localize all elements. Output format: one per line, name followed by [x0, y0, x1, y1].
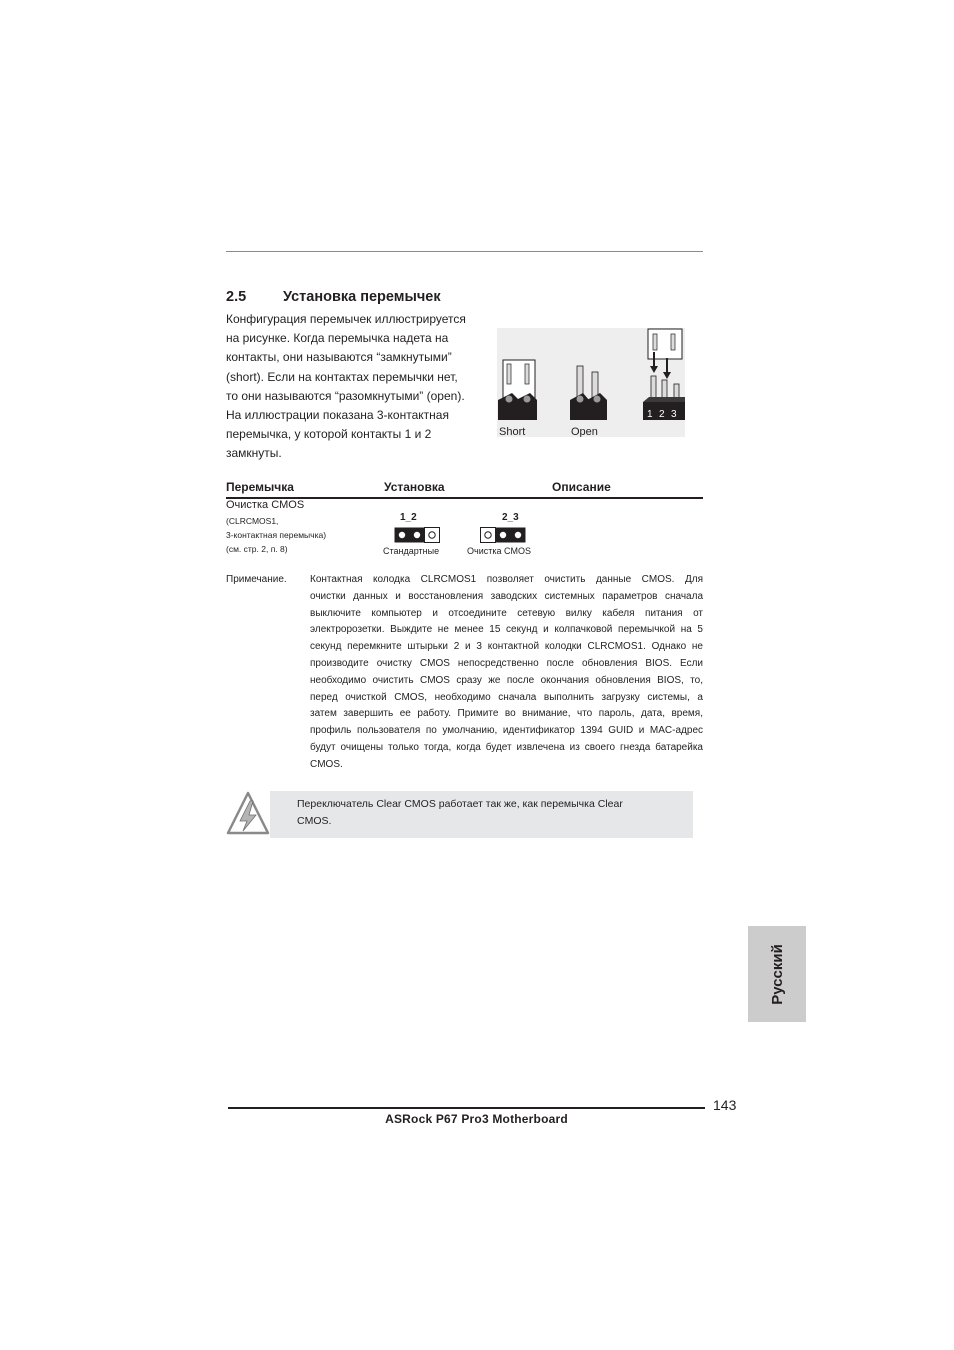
intro-line: перемычка, у которой контакты 1 и 2 [226, 427, 432, 442]
intro-paragraph [226, 310, 488, 464]
intro-line: то они называются “разомкнутыми” (open). [226, 388, 465, 403]
callout-line: CMOS. [297, 815, 332, 827]
default-pins-label: 1_2 [400, 512, 417, 523]
table-header-description: Описание [552, 480, 611, 494]
note-line: необходимо очистить CMOS сразу же после окончания обновления BIOS, то, [310, 674, 703, 686]
jumper-illustration [497, 328, 685, 437]
note-line: CMOS. [310, 758, 343, 770]
language-tab-label: Русский [768, 943, 786, 1005]
jumper-name: Очистка CMOS [226, 499, 305, 511]
default-caption: Стандартные [383, 546, 440, 556]
footer-rule [228, 1107, 705, 1109]
note-line: Контактная колодка CLRCMOS1 позволяет очистить данные CMOS. Для [310, 574, 703, 585]
open-jumper-icon [570, 366, 607, 420]
pin-number: 2 [659, 409, 665, 420]
callout-line: Переключатель Clear CMOS работает так же, как перемычка Clear [297, 798, 623, 810]
note-line: выключите компьютер и отсоедините сетевую вилку кабеля питания от [310, 607, 703, 619]
jumper-sub-line: (CLRCMOS1, [226, 516, 279, 526]
section-number: 2.5 [226, 289, 247, 305]
note-line: затем завершить ее работу. Примите во внимание, что пароль, дата, время, [310, 708, 703, 720]
intro-line: На иллюстрации показана 3-контактная [226, 408, 449, 423]
page-number: 143 [713, 1097, 737, 1113]
language-tab-label-wrap [748, 926, 806, 1022]
footer-title: ASRock P67 Pro3 Motherboard [385, 1112, 568, 1126]
table-header-jumper: Перемычка [226, 480, 294, 494]
section-title: Установка перемычек [283, 289, 441, 305]
clear-jumper-icon [480, 527, 526, 548]
note-label: Примечание. [226, 574, 287, 585]
pin-number: 3 [671, 409, 677, 420]
note-line: перед очисткой CMOS, необходимо сначала выполнить загрузку системы, а [310, 691, 703, 703]
note-line: очистки данных и восстановления заводских системных параметров сначала [310, 590, 703, 602]
jumper-sub-line: (см. стр. 2, п. 8) [226, 544, 288, 554]
open-label: Open [571, 426, 598, 437]
intro-line: контакты, они называются “замкнутыми” [226, 350, 452, 365]
short-label: Short [499, 426, 526, 437]
jumper-illustration-graphic [497, 328, 685, 437]
clear-pins-label: 2_3 [502, 512, 519, 523]
callout-text [297, 796, 667, 830]
intro-line: замкнуты. [226, 446, 282, 461]
note-line: секунд перемкните штырьки 2 и 3 контактной колодки CLRCMOS1. Однако не [310, 641, 703, 653]
short-jumper-icon [498, 360, 537, 420]
intro-line: (short). Если на контактах перемычки нет, [226, 369, 458, 384]
three-pin-jumper-icon [643, 329, 685, 420]
warning-icon [226, 791, 270, 842]
intro-line: Конфигурация перемычек иллюстрируется [226, 312, 466, 326]
jumper-sub-line: 3-контактная перемычка) [226, 530, 327, 540]
note-line: электророзетки. Выждите не менее 15 секунд и колпачковой перемычкой на 5 [310, 624, 703, 636]
default-jumper-icon [394, 527, 440, 548]
table-header-setting: Установка [384, 480, 445, 494]
pin-number: 1 [647, 409, 653, 420]
note-line: профиль пользователя по умолчанию, идентификатор 1394 GUID и MAC-адрес [310, 725, 703, 737]
note-line: производите очистку CMOS непосредственно после обновления BIOS. Если [310, 657, 703, 669]
note-body [310, 572, 703, 774]
intro-line: на рисунке. Когда перемычка надета на [226, 331, 449, 346]
clear-caption: Очистка CMOS [467, 546, 531, 556]
header-rule [226, 251, 703, 252]
note-line: будут очищены только тогда, когда будет извлечена из своего гнезда батарейка [310, 741, 703, 753]
